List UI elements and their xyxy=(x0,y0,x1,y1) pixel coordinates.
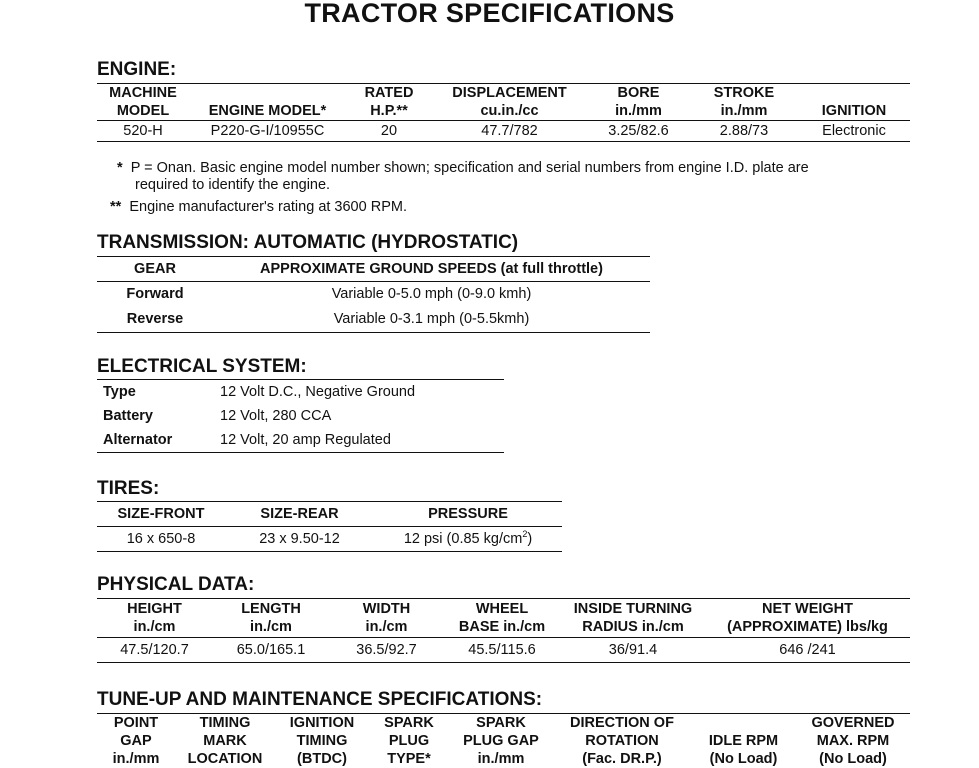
engine-header-rated-hp: RATED H.P.** xyxy=(364,85,414,119)
engine-header-bore: BORE in./mm xyxy=(615,85,662,119)
tuneup-header-idle-rpm: IDLE RPM (No Load) xyxy=(708,733,779,767)
transmission-table xyxy=(97,256,650,333)
engine-header-ignition: IGNITION xyxy=(821,103,887,119)
table-row: 520-H P220-G-I/10955C 20 47.7/782 3.25/82.6 2.88/73 Electronic xyxy=(97,121,910,142)
table-row: Alternator 12 Volt, 20 amp Regulated xyxy=(97,428,504,453)
physical-heading: PHYSICAL DATA: xyxy=(97,574,255,595)
physical-header-turning-radius: INSIDE TURNING RADIUS in./cm xyxy=(561,599,705,638)
tuneup-header-governed-max-rpm: GOVERNED MAX. RPM (No Load) xyxy=(811,715,895,767)
tuneup-header-point-gap: POINT GAP in./mm xyxy=(112,715,160,767)
engine-header-engine-model: ENGINE MODEL* xyxy=(208,103,327,119)
tires-header-rear: SIZE-REAR xyxy=(225,502,374,527)
physical-header-length: LENGTH in./cm xyxy=(212,599,330,638)
engine-header-machine-model: MACHINE MODEL xyxy=(109,85,177,119)
tires-header-pressure: PRESSURE xyxy=(374,502,562,527)
engine-table xyxy=(97,83,910,142)
physical-header-wheelbase: WHEEL BASE in./cm xyxy=(443,599,561,638)
tires-heading: TIRES: xyxy=(97,478,160,499)
table-row: Type 12 Volt D.C., Negative Ground xyxy=(97,380,504,405)
transmission-heading: TRANSMISSION: AUTOMATIC (HYDROSTATIC) xyxy=(97,232,519,253)
physical-header-height: HEIGHT in./cm xyxy=(97,599,212,638)
tires-header-front: SIZE-FRONT xyxy=(97,502,225,527)
tuneup-header-timing-mark: TIMING MARK LOCATION xyxy=(187,715,263,767)
table-row: Forward Variable 0-5.0 mph (0-9.0 kmh) xyxy=(126,286,532,302)
table-row: 16 x 650-8 23 x 9.50-12 12 psi (0.85 $kg/cm^2$) xyxy=(97,527,562,552)
engine-footnote-2: ** Engine manufacturer's rating at 3600 RPM. xyxy=(110,199,407,215)
tires-pressure-cell: 12 psi (0.85 $kg/cm^2$) xyxy=(403,529,533,547)
physical-header-width: WIDTH in./cm xyxy=(330,599,443,638)
engine-heading: ENGINE: xyxy=(97,59,177,80)
tuneup-table xyxy=(97,713,910,768)
tuneup-header-spark-plug-type: SPARK PLUG TYPE* xyxy=(384,715,434,767)
physical-header-net-weight: NET WEIGHT (APPROXIMATE) lbs/kg xyxy=(705,599,910,638)
page-title: TRACTOR SPECIFICATIONS xyxy=(304,0,675,28)
tuneup-header-direction-of-rotation: DIRECTION OF ROTATION (Fac. DR.P.) xyxy=(570,715,674,767)
engine-header-displacement: DISPLACEMENT cu.in./cc xyxy=(452,85,567,119)
tuneup-header-ignition-timing: IGNITION TIMING (BTDC) xyxy=(289,715,355,767)
table-row: Battery 12 Volt, 280 CCA xyxy=(103,408,332,424)
transmission-header-gear: GEAR xyxy=(97,257,213,282)
electrical-heading: ELECTRICAL SYSTEM: xyxy=(97,356,307,377)
transmission-header-speeds: APPROXIMATE GROUND SPEEDS (at full throttle) xyxy=(213,257,650,282)
tires-table xyxy=(97,501,562,552)
table-row: Reverse Variable 0-3.1 mph (0-5.5kmh) xyxy=(97,307,650,333)
table-row: 47.5/120.7 65.0/165.1 36.5/92.7 45.5/115.6 36/91.4 646 /241 xyxy=(97,638,910,663)
physical-table xyxy=(97,598,910,663)
tuneup-header-spark-plug-gap: SPARK PLUG GAP in./mm xyxy=(463,715,539,767)
electrical-table xyxy=(97,379,504,453)
engine-header-stroke: STROKE in./mm xyxy=(713,85,775,119)
engine-footnote-1: * P = Onan. Basic engine model number shown; specification and serial numbers from engine I.D. plate are required to identify the engine. xyxy=(117,160,809,193)
tuneup-heading: TUNE-UP AND MAINTENANCE SPECIFICATIONS: xyxy=(97,689,543,710)
